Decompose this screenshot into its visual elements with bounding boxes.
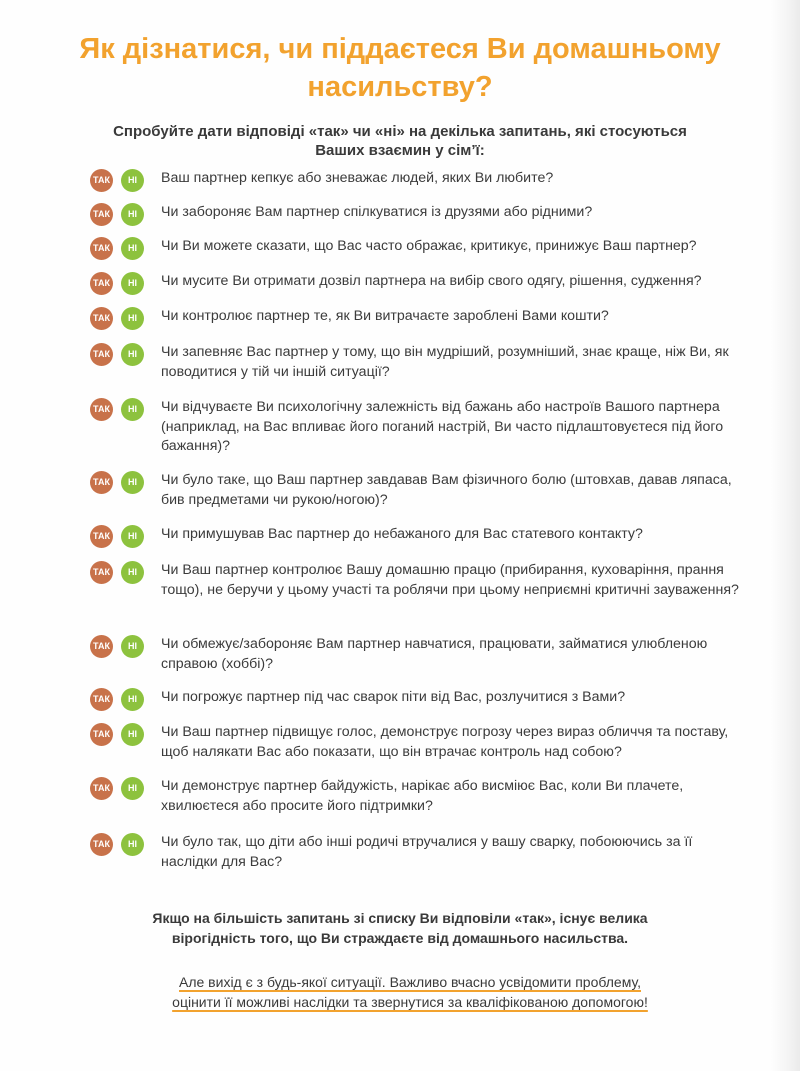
no-badge[interactable]: НІ (121, 272, 144, 295)
question-text: Чи демонструє партнер байдужість, нарікає або висміює Вас, коли Ви плачете, хвилюєтеся або просите його підтримки? (161, 778, 684, 814)
yes-badge[interactable]: ТАК (90, 833, 113, 856)
no-badge[interactable]: НІ (121, 169, 144, 192)
answer-badges (90, 343, 160, 365)
question-text: Чи Ваш партнер контролює Вашу домашню працю (прибирання, куховаріння, прання тощо), не беручи у цьому участі та роблячи при цьому неприємні критичні зауваження? (161, 562, 739, 598)
yes-badge[interactable]: ТАК (90, 561, 113, 584)
yes-badge[interactable]: ТАК (90, 398, 113, 421)
question-text: Чи Ви можете сказати, що Вас часто ображає, критикує, принижує Ваш партнер? (161, 238, 697, 254)
answer-badges (90, 307, 160, 329)
no-badge[interactable]: НІ (121, 688, 144, 711)
question-text: Чи погрожує партнер під час сварок піти від Вас, розлучитися з Вами? (161, 689, 626, 705)
yes-badge[interactable]: ТАК (90, 272, 113, 295)
question-text: Чи обмежує/забороняє Вам партнер навчатися, працювати, займатися улюбленою справою (хоббі)? (161, 636, 708, 672)
answer-badges (90, 777, 160, 799)
answer-badges (90, 471, 160, 493)
no-badge[interactable]: НІ (121, 398, 144, 421)
conclusion-text: Якщо на більшість запитань зі списку Ви відповіли «так», існує велика вірогідність того, що Ви страждаєте від домашнього насильства. (152, 910, 648, 946)
question-text: Чи було так, що діти або інші родичі втручалися у вашу сварку, побоюючись за її наслідки для Вас? (161, 834, 693, 870)
question-text: Чи Ваш партнер підвищує голос, демонструє погрозу через вираз обличчя та поставу, щоб налякати Вас або показати, що він втрачає контроль над собою? (161, 724, 729, 760)
answer-badges (90, 561, 160, 583)
yes-badge[interactable]: ТАК (90, 688, 113, 711)
no-badge[interactable]: НІ (121, 833, 144, 856)
answer-badges (90, 833, 160, 855)
no-badge[interactable]: НІ (121, 525, 144, 548)
yes-badge[interactable]: ТАК (90, 343, 113, 366)
question-text: Чи примушував Вас партнер до небажаного для Вас статевого контакту? (161, 526, 643, 542)
answer-badges (90, 169, 160, 191)
no-badge[interactable]: НІ (121, 343, 144, 366)
answer-badges (90, 203, 160, 225)
answer-badges (90, 237, 160, 259)
question-text: Чи забороняє Вам партнер спілкуватися із друзями або рідними? (161, 204, 593, 220)
intro-text: Спробуйте дати відповіді «так» чи «ні» на декілька запитань, які стосуються Ваших взаємин у сім’ї: (113, 123, 687, 159)
yes-badge[interactable]: ТАК (90, 237, 113, 260)
yes-badge[interactable]: ТАК (90, 203, 113, 226)
final-message-line: оцінити її можливі наслідки та звернутися за кваліфікованою допомогою! (172, 994, 648, 1010)
yes-badge[interactable]: ТАК (90, 777, 113, 800)
final-message (130, 972, 690, 1012)
answer-badges (90, 525, 160, 547)
no-badge[interactable]: НІ (121, 307, 144, 330)
question-text: Чи контролює партнер те, як Ви витрачаєте зароблені Вами кошти? (161, 308, 609, 324)
question-text: Чи запевняє Вас партнер у тому, що він мудріший, розумніший, знає краще, ніж Ви, як поводитися у тій чи іншій ситуації? (161, 344, 729, 380)
yes-badge[interactable]: ТАК (90, 525, 113, 548)
answer-badges (90, 272, 160, 294)
question-text: Чи відчуваєте Ви психологічну залежність від бажань або настроїв Вашого партнера (наприклад, на Вас впливає його поганий настрій, Ви часто підлаштовуєтеся під його бажання)? (161, 399, 724, 454)
no-badge[interactable]: НІ (121, 561, 144, 584)
yes-badge[interactable]: ТАК (90, 169, 113, 192)
no-badge[interactable]: НІ (121, 777, 144, 800)
question-text: Чи було таке, що Ваш партнер завдавав Вам фізичного болю (штовхав, давав ляпаса, бив предметами чи рукою/ногою)? (161, 472, 732, 508)
answer-badges (90, 688, 160, 710)
no-badge[interactable]: НІ (121, 237, 144, 260)
no-badge[interactable]: НІ (121, 723, 144, 746)
question-text: Ваш партнер кепкує або зневажає людей, яких Ви любите? (161, 170, 554, 186)
no-badge[interactable]: НІ (121, 203, 144, 226)
yes-badge[interactable]: ТАК (90, 471, 113, 494)
yes-badge[interactable]: ТАК (90, 723, 113, 746)
page-title: Як дізнатися, чи піддаєтеся Ви домашньому насильству? (79, 33, 721, 103)
yes-badge[interactable]: ТАК (90, 635, 113, 658)
no-badge[interactable]: НІ (121, 471, 144, 494)
answer-badges (90, 635, 160, 657)
no-badge[interactable]: НІ (121, 635, 144, 658)
answer-badges (90, 398, 160, 420)
final-message-line: Але вихід є з будь-якої ситуації. Важливо вчасно усвідомити проблему, (179, 974, 641, 990)
answer-badges (90, 723, 160, 745)
question-text: Чи мусите Ви отримати дозвіл партнера на вибір свого одягу, рішення, судження? (161, 273, 702, 289)
yes-badge[interactable]: ТАК (90, 307, 113, 330)
